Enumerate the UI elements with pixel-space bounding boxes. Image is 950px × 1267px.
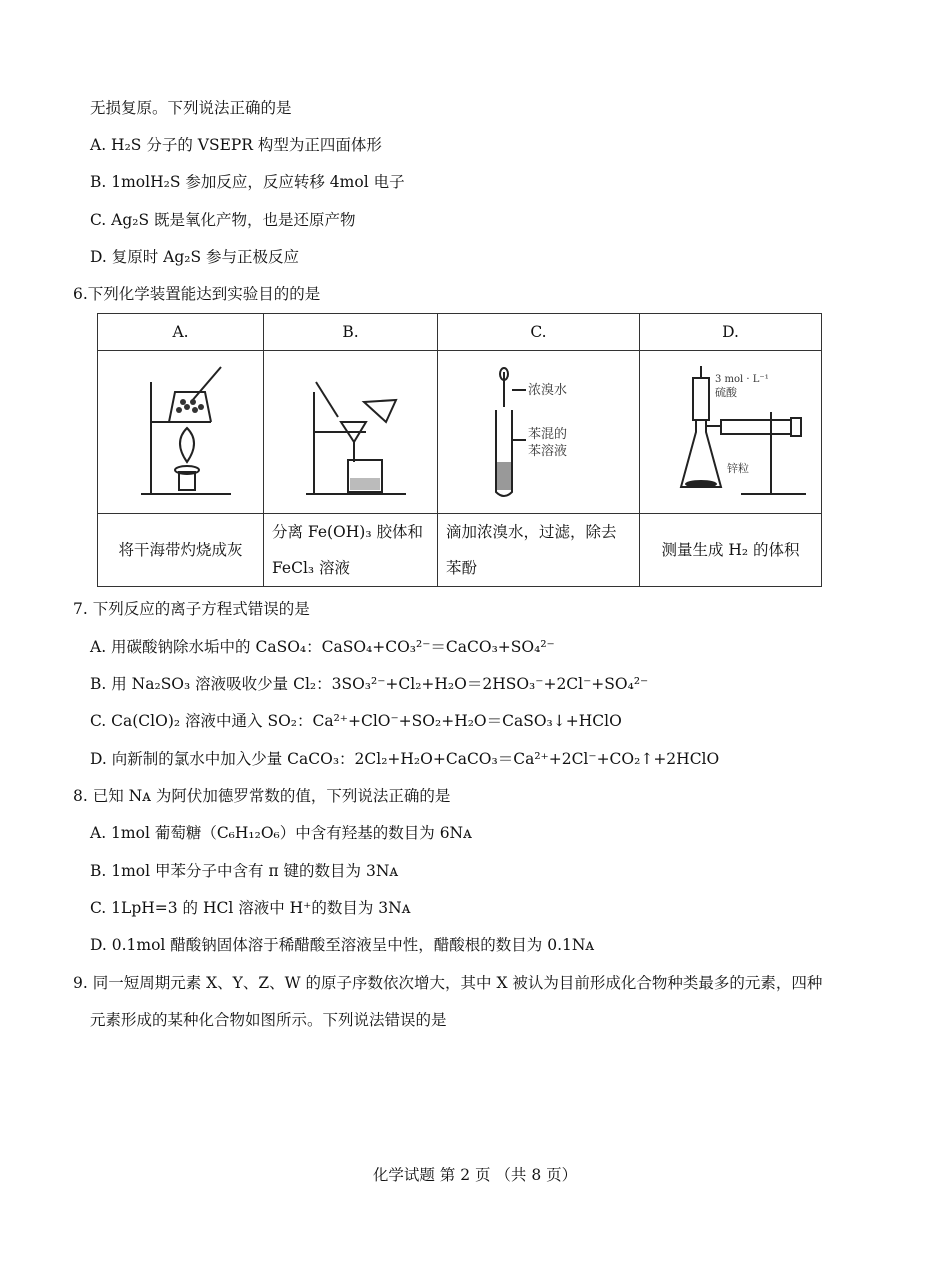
q9-stem-line2: 元素形成的某种化合物如图所示。下列说法错误的是: [90, 1011, 447, 1029]
caption-b: [264, 514, 438, 587]
figure-c-cell: [438, 351, 640, 514]
page-footer: 化学试题 第 2 页 （共 8 页）: [372, 1166, 578, 1184]
q5-option-c: C. Ag₂S 既是氧化产物，也是还原产物: [90, 211, 356, 229]
c-label-bromine: 浓溴水: [527, 383, 567, 398]
q8-option-c: C. 1LpH=3 的 HCl 溶液中 H⁺的数目为 3Nᴀ: [90, 899, 411, 917]
gas-syringe-figure: [651, 362, 811, 502]
c-label-phenol-2: 苯溶液: [527, 444, 567, 459]
caption-a: 将干海带灼烧成灰: [98, 514, 264, 587]
q8-stem: 8. 已知 Nᴀ 为阿伏加德罗常数的值，下列说法正确的是: [73, 787, 451, 805]
q7-option-d: D. 向新制的氯水中加入少量 CaCO₃：2Cl₂+H₂O+CaCO₃＝Ca²⁺+2Cl⁻+CO₂↑+2HClO: [90, 750, 720, 768]
test-tube-figure: [464, 362, 614, 502]
figure-d-cell: [640, 351, 822, 514]
q9-stem-line1: 9. 同一短周期元素 X、Y、Z、W 的原子序数依次增大，其中 X 被认为目前形成化合物种类最多的元素，四种: [73, 974, 823, 992]
caption-c: [438, 514, 640, 587]
d-label-zinc: 锌粒: [726, 462, 749, 475]
caption-c-line2: 苯酚: [446, 559, 478, 577]
filtration-figure: [286, 362, 416, 502]
d-label-acid: 硫酸: [714, 386, 737, 399]
q5-option-d: D. 复原时 Ag₂S 参与正极反应: [90, 248, 300, 266]
figure-a-cell: [98, 351, 264, 514]
header-a: A.: [98, 314, 264, 351]
header-d: D.: [640, 314, 822, 351]
crucible-burner-figure: [121, 362, 241, 502]
q5-option-b: B. 1molH₂S 参加反应，反应转移 4mol 电子: [90, 173, 405, 191]
header-b: B.: [264, 314, 438, 351]
q5-option-a: A. H₂S 分子的 VSEPR 构型为正四面体形: [90, 136, 382, 154]
d-label-acid-conc: 3 mol · L⁻¹: [714, 374, 769, 385]
figure-b-cell: [264, 351, 438, 514]
q8-option-a: A. 1mol 葡萄糖（C₆H₁₂O₆）中含有羟基的数目为 6Nᴀ: [90, 824, 472, 842]
q7-stem: 7. 下列反应的离子方程式错误的是: [73, 600, 310, 618]
caption-b-line2: FeCl₃ 溶液: [272, 559, 351, 577]
caption-d: 测量生成 H₂ 的体积: [640, 514, 822, 587]
q7-option-c: C. Ca(ClO)₂ 溶液中通入 SO₂：Ca²⁺+ClO⁻+SO₂+H₂O＝CaSO₃↓+HClO: [90, 712, 622, 730]
c-label-phenol-1: 苯混的: [527, 427, 567, 442]
caption-c-line1: 滴加浓溴水，过滤，除去: [446, 523, 617, 541]
caption-b-line1: 分离 Fe(OH)₃ 胶体和: [272, 523, 423, 541]
header-c: C.: [438, 314, 640, 351]
q5-continuation: 无损复原。下列说法正确的是: [90, 99, 292, 117]
q6-apparatus-table: [97, 313, 822, 587]
q6-stem: 6.下列化学装置能达到实验目的的是: [73, 285, 321, 303]
q8-option-d: D. 0.1mol 醋酸钠固体溶于稀醋酸至溶液呈中性，醋酸根的数目为 0.1Nᴀ: [90, 936, 595, 954]
q7-option-b: B. 用 Na₂SO₃ 溶液吸收少量 Cl₂：3SO₃²⁻+Cl₂+H₂O＝2HSO₃⁻+2Cl⁻+SO₄²⁻: [90, 675, 649, 693]
q7-option-a: A. 用碳酸钠除水垢中的 CaSO₄：CaSO₄+CO₃²⁻＝CaCO₃+SO₄²⁻: [90, 638, 555, 656]
q8-option-b: B. 1mol 甲苯分子中含有 π 键的数目为 3Nᴀ: [90, 862, 399, 880]
